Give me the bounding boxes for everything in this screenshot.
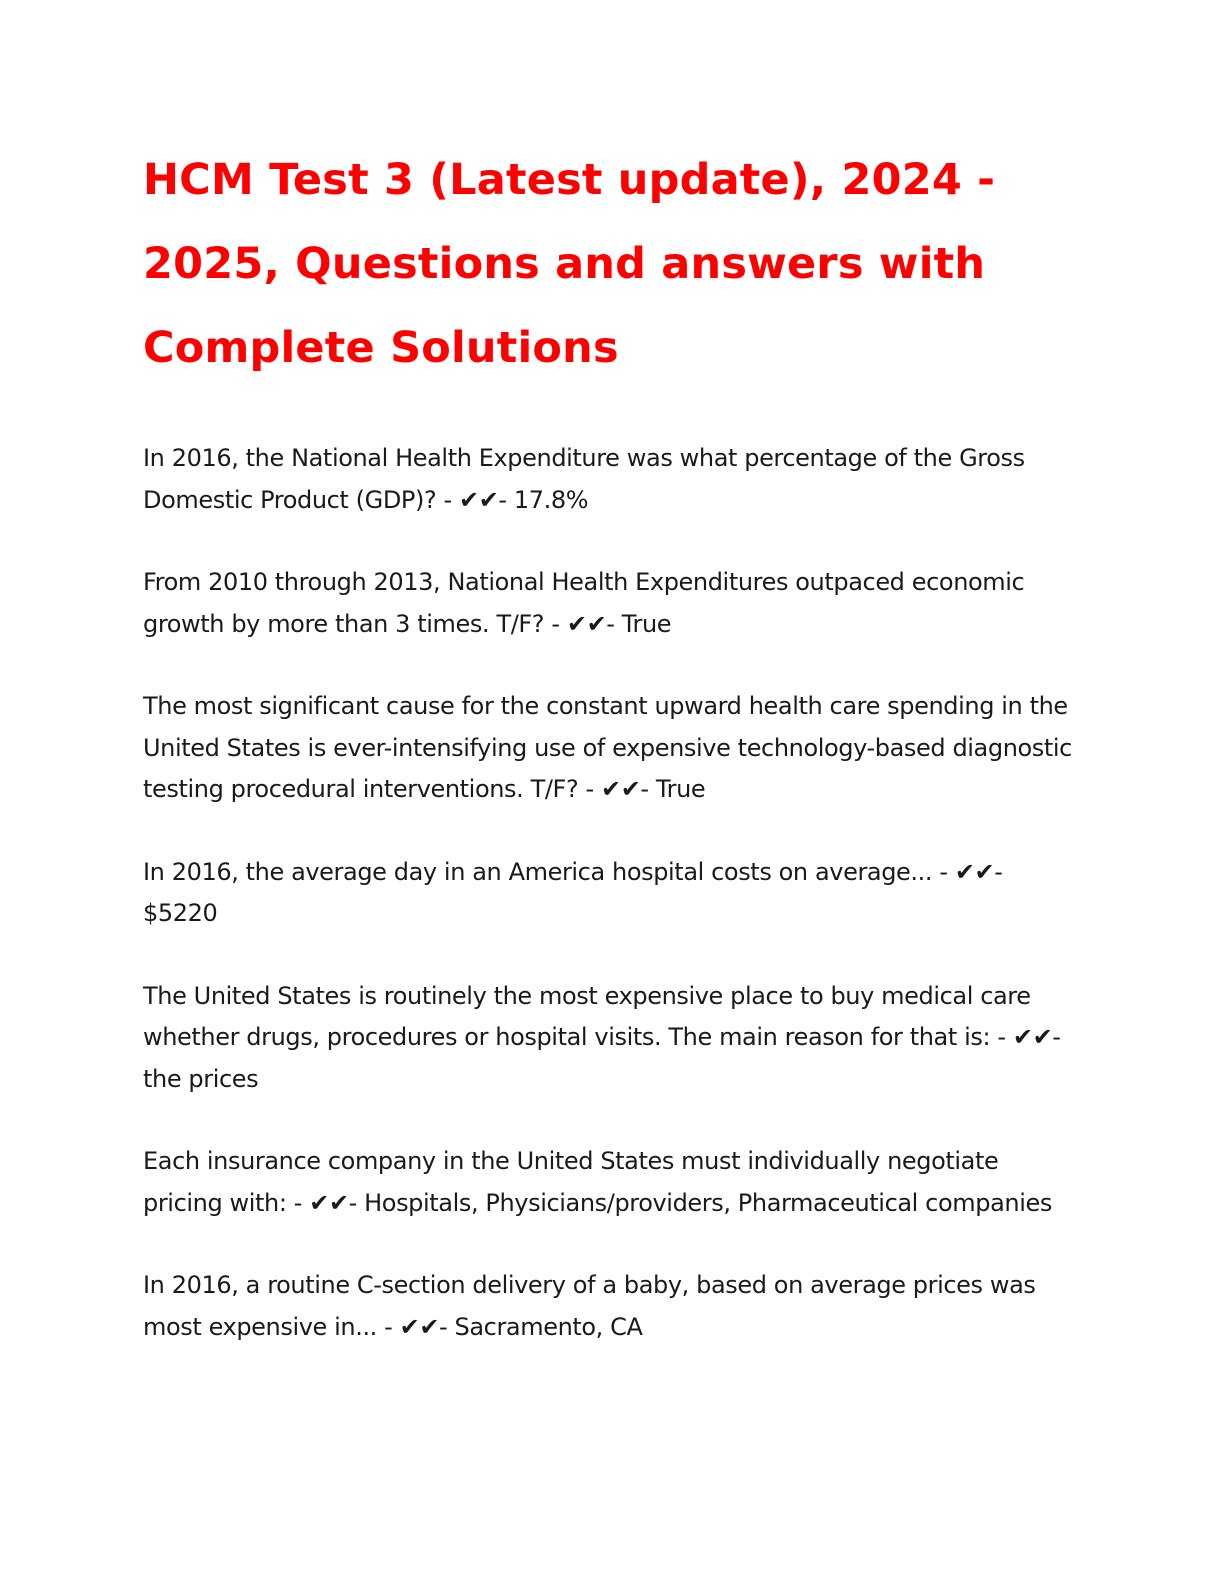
qa-item: In 2016, the National Health Expenditure was what percentage of the Gross Domestic Product (GDP)? - ✔✔- 17.8%: [143, 444, 1025, 514]
qa-item: Each insurance company in the United States must individually negotiate pricing with: - ✔✔- Hospitals, Physicians/providers, Pharmaceutical companies: [143, 1147, 1052, 1217]
qa-item: In 2016, the average day in an America hospital costs on average... - ✔✔- $5220: [143, 857, 1003, 927]
qa-item: From 2010 through 2013, National Health Expenditures outpaced economic growth by more than 3 times. T/F? - ✔✔- True: [143, 568, 1025, 638]
qa-item: In 2016, a routine C-section delivery of a baby, based on average prices was most expensive in... - ✔✔- Sacramento, CA: [143, 1271, 1036, 1341]
qa-item: The United States is routinely the most expensive place to buy medical care whether drugs, procedures or hospital visits. The main reason for that is: - ✔✔- the prices: [143, 981, 1061, 1093]
qa-item: The most significant cause for the constant upward health care spending in the United States is ever-intensifying use of expensive technology-based diagnostic testing procedural interventions. T/F? - ✔✔- True: [143, 692, 1072, 803]
qa-list: [143, 438, 1078, 1348]
document-page: [143, 138, 1078, 1389]
document-title: HCM Test 3 (Latest update), 2024 - 2025, Questions and answers with Complete Solutions: [143, 155, 996, 373]
